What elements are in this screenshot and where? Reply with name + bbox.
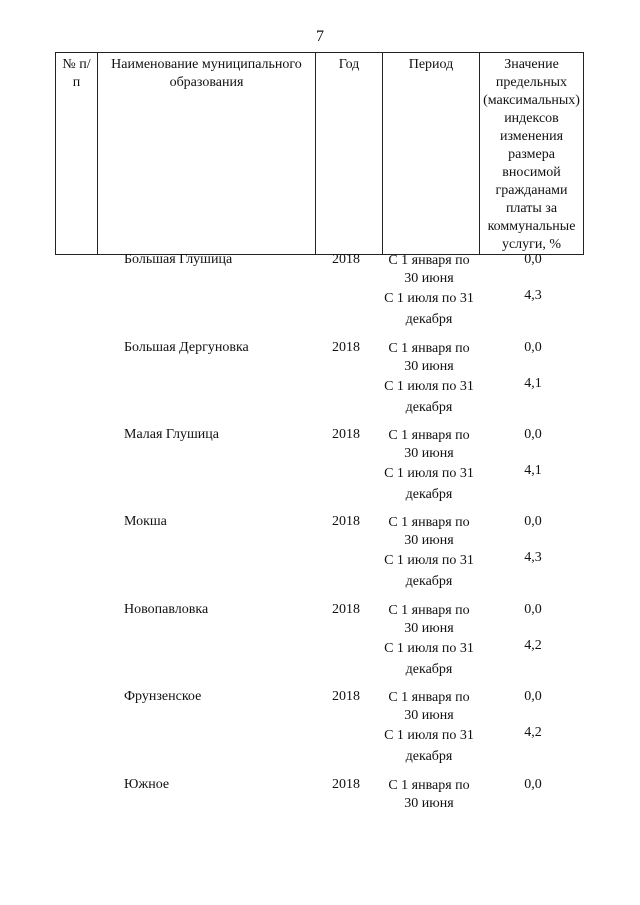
header-col-index-value: Значение предельных (максимальных) индексов изменения размера вносимой гражданами платы за коммунальные услуги, % [480,53,584,255]
index-value-first-half: 0,0 [524,252,542,267]
year: 2018 [332,427,360,442]
year: 2018 [332,689,360,704]
header-col-number: № п/п [56,53,98,255]
period-first-half: С 1 января по 30 июня [388,690,470,723]
header-col-year: Год [316,53,383,255]
index-value-second-half: 4,3 [524,288,542,303]
municipality-name: Большая Дергуновка [124,340,249,355]
municipality-name: Большая Глушица [124,252,233,267]
period-second-half: С 1 июля по 31 декабря [384,728,474,764]
index-value-second-half: 4,2 [524,638,542,653]
page-number: 7 [316,28,324,45]
table-row [0,514,640,602]
period-first-half: С 1 января по 30 июня [388,253,470,286]
index-value-second-half: 4,3 [524,550,542,565]
municipality-name: Мокша [124,514,167,529]
table-row [0,427,640,515]
table-header [55,52,584,255]
index-value-second-half: 4,1 [524,463,542,478]
period-first-half: С 1 января по 30 июня [388,778,470,811]
year: 2018 [332,514,360,529]
period-second-half: С 1 июля по 31 декабря [384,466,474,502]
table-row [0,340,640,428]
table-row [0,602,640,690]
index-value-first-half: 0,0 [524,689,542,704]
year: 2018 [332,252,360,267]
table-row [0,252,640,340]
year: 2018 [332,602,360,617]
period-first-half: С 1 января по 30 июня [388,428,470,461]
period-second-half: С 1 июля по 31 декабря [384,379,474,415]
table-row [0,777,640,865]
index-value-second-half: 4,2 [524,725,542,740]
municipality-name: Южное [124,777,170,792]
header-col-period: Период [383,53,480,255]
index-value-first-half: 0,0 [524,340,542,355]
index-value-first-half: 0,0 [524,602,542,617]
period-first-half: С 1 января по 30 июня [388,515,470,548]
table-row [0,689,640,777]
period-second-half: С 1 июля по 31 декабря [384,553,474,589]
header-col-municipality: Наименование муниципального образования [98,53,316,255]
year: 2018 [332,340,360,355]
municipality-name: Малая Глушица [124,427,219,442]
index-value-first-half: 0,0 [524,427,542,442]
period-second-half: С 1 июля по 31 декабря [384,641,474,677]
year: 2018 [332,777,360,792]
index-value-first-half: 0,0 [524,514,542,529]
period-first-half: С 1 января по 30 июня [388,603,470,636]
index-value-first-half: 0,0 [524,777,542,792]
municipality-name: Новопавловка [124,602,209,617]
period-first-half: С 1 января по 30 июня [388,341,470,374]
period-second-half: С 1 июля по 31 декабря [384,291,474,327]
municipality-name: Фрунзенское [124,689,202,704]
index-value-second-half: 4,1 [524,376,542,391]
